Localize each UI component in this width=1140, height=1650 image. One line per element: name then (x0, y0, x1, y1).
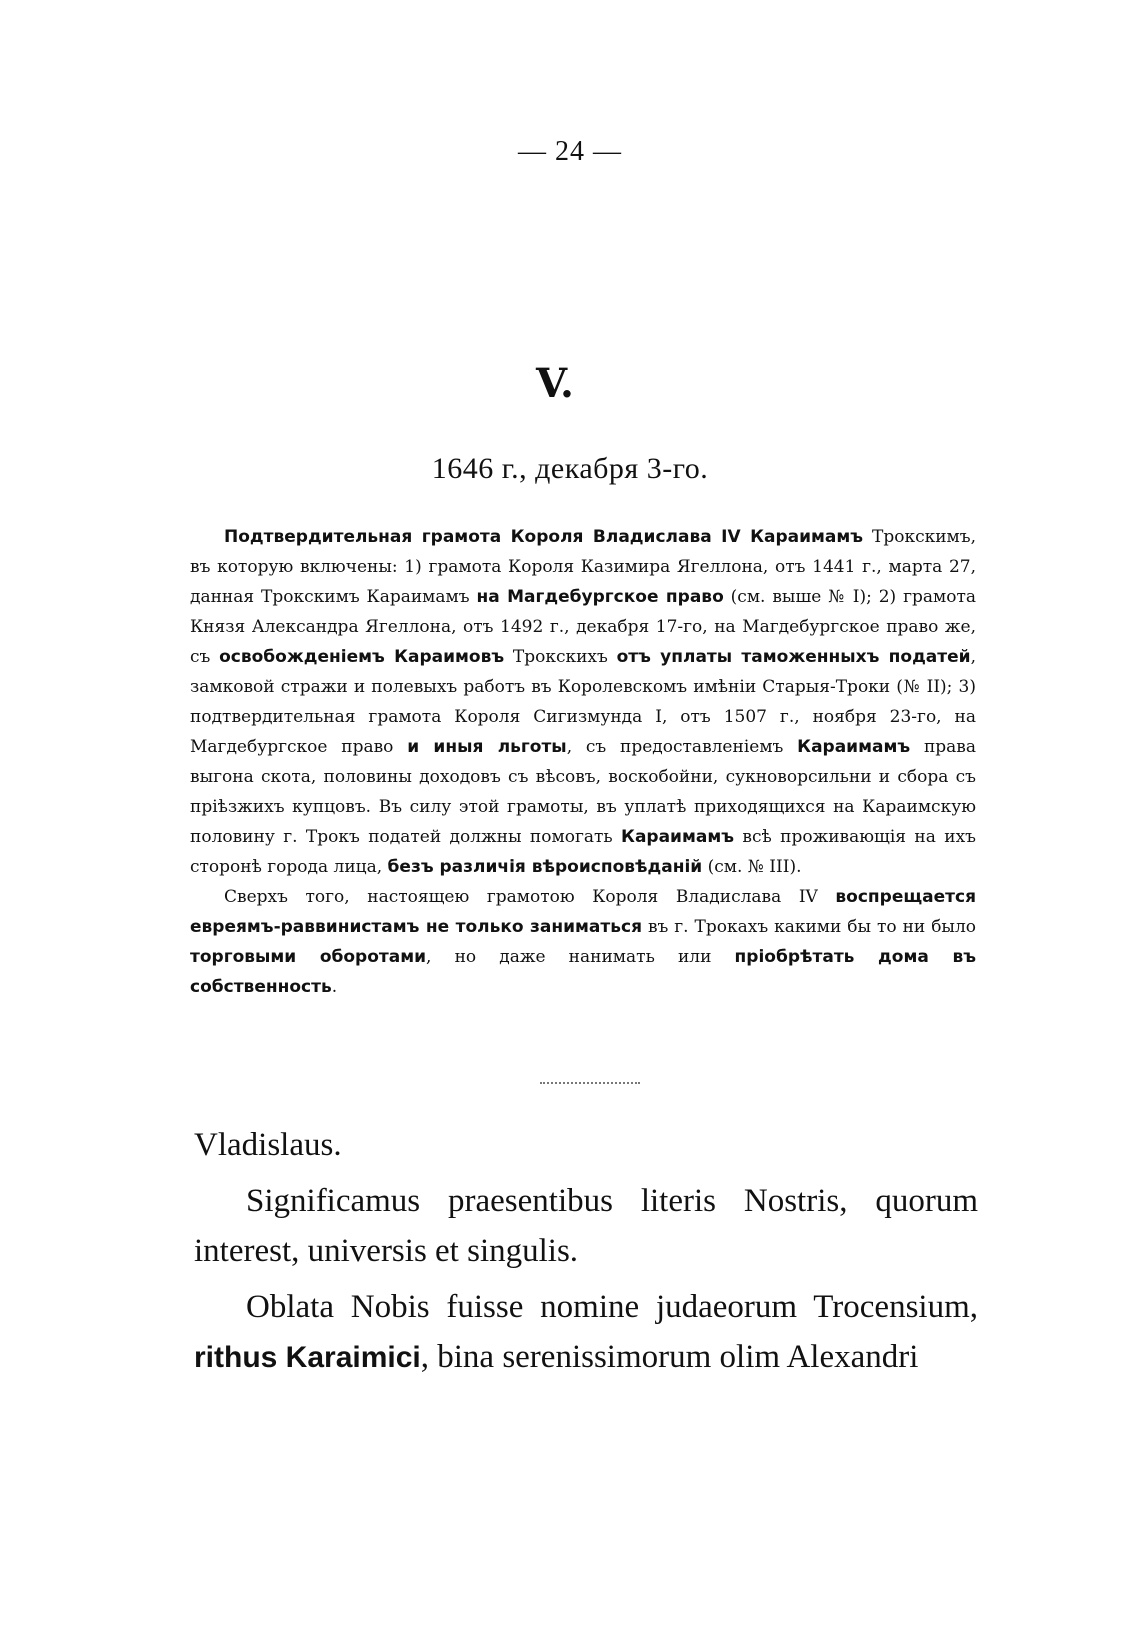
latin-paragraph (194, 1282, 978, 1383)
summary-bold-text: Караимамъ (797, 737, 911, 757)
document-date: 1646 г., декабря 3-го. (431, 452, 709, 485)
summary-bold-text: и иныя льготы (407, 737, 567, 757)
summary-bold-text: освобожденіемъ Караимовъ (219, 647, 505, 667)
summary-text: Трокскимъ, въ которую включены: 1) грамота Короля Казимира Ягеллона, отъ 1441 г., марта 27, данная Трокскимъ Караимамъ (190, 527, 977, 607)
summary-bold-text: безъ различія вѣроисповѣданій (387, 857, 703, 877)
summary-bold-text: отъ уплаты таможенныхъ податей (616, 647, 971, 667)
summary-paragraph (190, 882, 976, 1002)
latin-text-span: , bina serenissimorum olim Alexandri (420, 1339, 919, 1375)
summary-text: права выгона скота, половины доходовъ съ вѣсовъ, воскобойни, сукноворсильни и сбора съ пріѣзжихъ купцовъ. Въ силу этой грамоты, въ уплатѣ приходящихся на Караимскую половину г. Трокъ податей должны помогать (190, 737, 976, 847)
latin-paragraph: Significamus praesentibus literis Nostris, quorum interest, universis et singulis. (194, 1183, 978, 1269)
latin-bold-text: rithus Karaimici (194, 1341, 421, 1374)
summary-text: , замковой стражи и полевыхъ работъ въ Королевскомъ имѣніи Старыя-Троки (№ II); 3) подтвердительная грамота Короля Сигизмунда I, отъ 1507 г., ноября 23-го, на Магдебургское право (190, 647, 976, 757)
summary-bold-text: Караимамъ (621, 827, 735, 847)
summary-bold-text: воспрещается евреямъ-раввинистамъ не только заниматься (190, 887, 976, 937)
summary-text: Сверхъ того, настоящею грамотою Короля Владислава IV (224, 887, 836, 907)
latin-heading: Vladislaus. (194, 1127, 342, 1163)
latin-text-span: Oblata Nobis fuisse nomine judaeorum Trocensium, (246, 1289, 978, 1325)
summary-text: въ г. Трокахъ какими бы то ни было (642, 917, 976, 937)
section-numeral: V. (536, 360, 574, 407)
dotted-separator (540, 1082, 640, 1084)
summary-text: . (331, 977, 338, 997)
document-summary (190, 522, 976, 1002)
summary-text: (см. выше № I); 2) грамота Князя Александра Ягеллона, отъ 1492 г., декабря 17-го, на Магдебургское право же, съ (190, 587, 976, 667)
summary-bold-text: пріобрѣтать дома въ собственность (190, 947, 977, 997)
summary-text: всѣ проживающія на ихъ сторонѣ города лица, (190, 827, 976, 877)
latin-text (194, 1120, 978, 1389)
summary-bold-text: на Магдебургское право (476, 587, 724, 607)
summary-text: (см. № III). (702, 857, 802, 877)
summary-paragraph (190, 522, 976, 882)
summary-bold-text: Подтвердительная грамота Короля Владислава IV Караимамъ (224, 527, 864, 547)
summary-text: Трокскихъ (504, 647, 617, 667)
summary-bold-text: торговыми оборотами (190, 947, 427, 967)
summary-text: , но даже нанимать или (426, 947, 735, 967)
page-number: — 24 — (518, 136, 622, 167)
summary-text: , съ предоставленіемъ (566, 737, 798, 757)
